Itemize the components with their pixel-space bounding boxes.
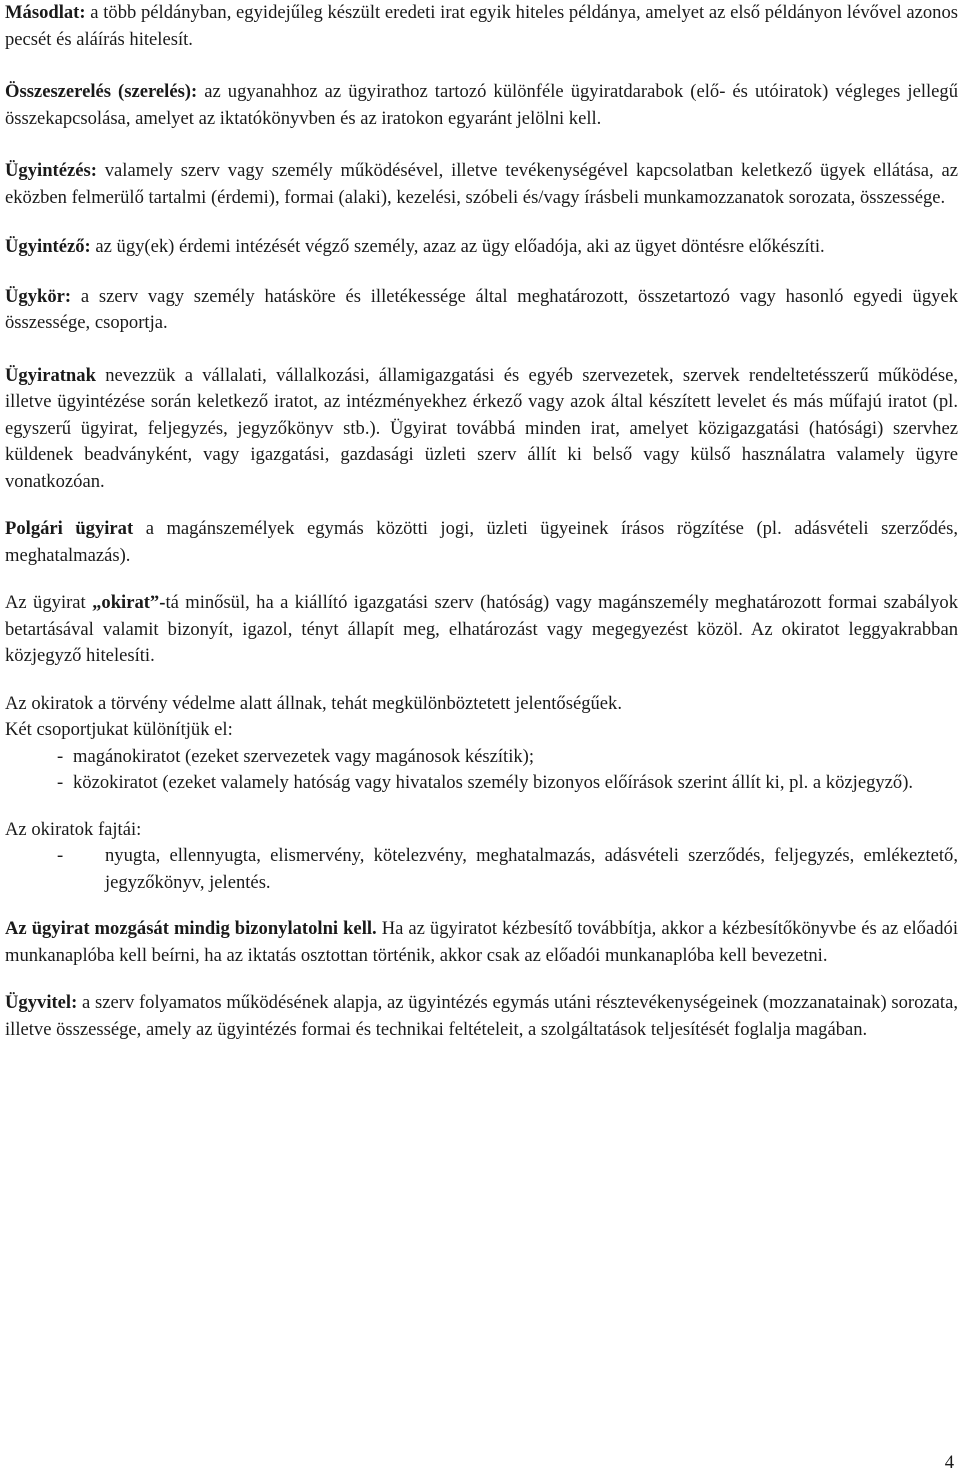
page-number: 4 — [944, 1452, 954, 1473]
list-item — [5, 770, 958, 797]
definition-text: a több példányban, egyidejűleg készült eredeti irat egyik hiteles példánya, amelyet az első példányon lévővel azonos pecsét és aláírás hitelesít. — [5, 2, 958, 50]
term: Az ügyirat mozgását mindig bizonylatolni kell. — [5, 918, 377, 939]
definition-masodlat — [5, 0, 958, 53]
definition-text: Ha az ügyiratot kézbesítő továbbítja, akkor a kézbesítőkönyvbe és az előadói munkanaplóba kell beírni, ha az iktatás osztottan történik, akkor csak az előadói munkanaplóba kell bevezetni. — [5, 918, 958, 966]
list-item — [5, 843, 958, 896]
definition-text: valamely szerv vagy személy működésével, illetve tevékenységével kapcsolatban keletkező ügyek ellátása, az eközben felmerülő tartalmi (érdemi), formai (alaki), kezelési, szóbeli és/vagy írásbeli munkamozzanatok sorozata, összessége. — [5, 160, 958, 208]
term: Ügyiratnak — [5, 364, 96, 386]
list-item — [5, 744, 958, 771]
definition-prefix: Az ügyirat — [5, 592, 93, 613]
term: Polgári ügyirat — [5, 518, 134, 539]
okirat-intro-line2: Két csoportjukat különítjük el: — [5, 719, 233, 740]
definition-okirat — [5, 590, 958, 670]
definition-ugyvitel — [5, 990, 958, 1043]
dash-bullet: - — [57, 745, 64, 767]
ugyirat-mozgas-paragraph — [5, 916, 958, 969]
term: Másodlat: — [5, 2, 86, 23]
dash-bullet: - — [57, 772, 64, 793]
definition-text: tá minősül, ha a kiállító igazgatási szerv (hatóság) vagy magánszemély meghatározott formai szabályok betartásával valamit bizonyít, igazol, tényt állapít meg, elhatározást vagy megegyezést közöl. Az okiratot leggyakrabban közjegyző hitelesíti. — [5, 592, 958, 666]
term: Ügyvitel: — [5, 992, 78, 1013]
definition-text: a magánszemélyek egymás közötti jogi, üzleti ügyeinek írásos rögzítése (pl. adásvételi szerződés, meghatalmazás). — [5, 518, 958, 566]
definition-ugyintezes — [5, 158, 958, 211]
list-item-text: magánokiratot (ezeket szervezetek vagy magánosok készítik); — [73, 745, 535, 767]
definition-text: a szerv vagy személy hatásköre és illetékessége által meghatározott, összetartozó vagy hasonló egyedi ügyek összessége, csoportja. — [5, 285, 958, 333]
definition-text: a szerv folyamatos működésének alapja, az ügyintézés egymás utáni résztevékenységeinek (mozzanatainak) sorozata, illetve összessége, amely az ügyintézés formai és technikai feltételeit, a szolgáltatások teljesítését foglalja magában. — [5, 992, 958, 1040]
definition-ugyintezo — [5, 234, 958, 261]
okirat-intro — [5, 691, 958, 744]
term: Ügyintéző: — [5, 236, 91, 257]
definition-text: az ügy(ek) érdemi intézését végző személy, azaz az ügy előadója, aki az ügyet döntésre előkészíti. — [90, 236, 825, 257]
okirat-intro-line1: Az okiratok a törvény védelme alatt állnak, tehát megkülönböztetett jelentőségűek. — [5, 692, 622, 714]
definition-osszeszereles — [5, 79, 958, 132]
definition-text: nevezzük a vállalati, vállalkozási, államigazgatási és egyéb szervezetek, szervek rendeltetésszerű működése, illetve ügyintézése során keletkező iratot, az intézményekhez érkező vagy azok által készített levelet és más műfajú iratot (pl. egyszerű ügyirat, feljegyzés, jegyzőkönyv stb.). Ügyirat továbbá minden irat, amelyet közigazgatási (hatósági) szervhez küldenek beadványként, vagy igazgatási, gazdasági üzleti szerv állít ki belső vagy külső használatra valamely ügyre vonatkozóan. — [5, 364, 958, 492]
definition-polgari-ugyirat — [5, 516, 958, 569]
term: Összeszerelés (szerelés): — [5, 81, 198, 102]
list-item-text: közokiratot (ezeket valamely hatóság vagy hivatalos személy bizonyos előírások szerint állít ki, pl. a közjegyző). — [73, 772, 914, 793]
okirat-types-list — [5, 843, 958, 896]
okirat-types-heading: Az okiratok fajtái: — [5, 818, 142, 840]
okirat-groups-list — [5, 744, 958, 797]
document-page — [5, 0, 958, 1043]
definition-text: az ugyanahhoz az ügyirathoz tartozó különféle ügyiratdarabok (elő- és utóiratok) végleges jellegű összekapcsolása, amelyet az iktatókönyvben és az iratokon egyaránt jelölni kell. — [5, 81, 959, 129]
term: Ügyintézés: — [5, 160, 97, 181]
definition-ugykor — [5, 284, 958, 337]
list-item-text: nyugta, ellennyugta, elismervény, kötelezvény, meghatalmazás, adásvételi szerződés, feljegyzés, emlékeztető, jegyzőkönyv, jelentés. — [105, 845, 958, 893]
definition-ugyirat — [5, 363, 958, 496]
dash-bullet: - — [57, 845, 64, 866]
term: Ügykör: — [5, 285, 72, 307]
term: „okirat”- — [92, 592, 166, 613]
